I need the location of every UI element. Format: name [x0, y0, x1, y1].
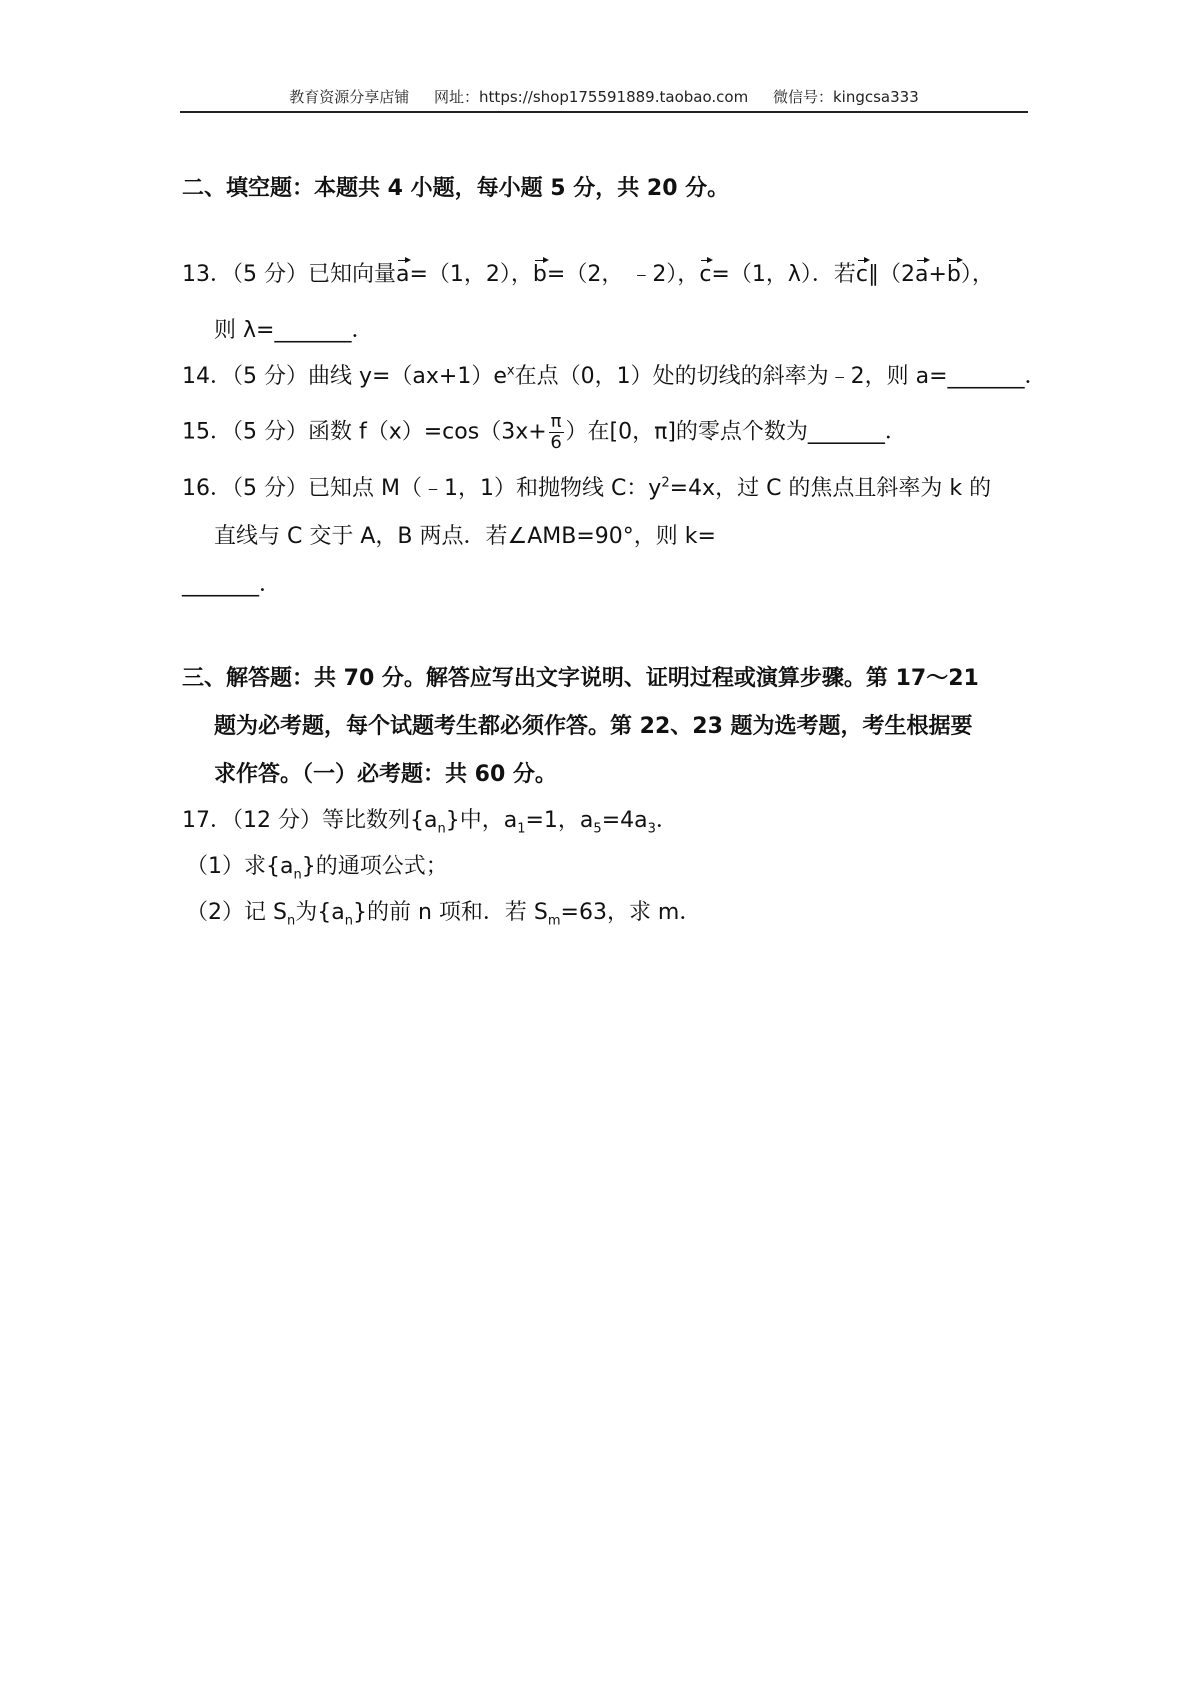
question-16-line2: 直线与 C 交于 A，B 两点．若∠AMB=90°，则 k=	[214, 524, 716, 549]
section3-title-line3: 求作答。（一）必考题：共 60 分。	[214, 762, 557, 787]
shop-name: 教育资源分享店铺	[289, 88, 410, 106]
wechat-id: 微信号：kingcsa333	[772, 88, 919, 106]
vector-c-2: c	[855, 262, 868, 287]
question-17-part2: （2）记 $S_n$为$\{a_n\}$的前 n 项和．若 $S_m=63$，求 m．	[186, 900, 702, 929]
question-15: 15．（5 分）函数 f（x）=cos（3x+ $\frac{\pi}{6}$ ）在[0，π]的零点个数为_______．	[182, 411, 907, 453]
vector-a-2: a	[914, 262, 929, 287]
question-17: 17．（12 分）等比数列$\{a_n\}$中，$a_1=1$，$a_5=4a_3$．	[182, 808, 678, 837]
section2-title: 二、填空题：本题共 4 小题，每小题 5 分，共 20 分。	[182, 176, 730, 201]
vector-b-2: b	[946, 262, 961, 287]
header-divider	[180, 111, 1028, 113]
section3-title-line2: 题为必考题，每个试题考生都必须作答。第 22、23 题为选考题，考生根据要	[214, 714, 973, 739]
question-16-line1: 16．（5 分）已知点 M（﹣1，1）和抛物线 C：$y^2=4x$，过 C 的焦点且斜率为 k 的	[182, 475, 992, 501]
section3-title-line1: 三、解答题：共 70 分。解答应写出文字说明、证明过程或演算步骤。第 17～21	[182, 666, 979, 691]
fraction-pi-over-6: $\frac{\pi}{6}$	[550, 411, 562, 453]
vector-b: b	[532, 262, 547, 287]
question-17-part1: （1）求$\{a_n\}$的通项公式；	[186, 854, 448, 883]
page-header	[180, 86, 1028, 107]
question-13-line1: 13．（5 分）已知向量a=（1，2），b=（2， ﹣2），c=（1，λ）．若c∥（2a+b），	[182, 262, 994, 287]
shop-url: 网址：https://shop175591889.taobao.com	[434, 88, 749, 106]
question-14: 14．（5 分）曲线 $y=(ax+1)e^x$在点（0，1）处的切线的斜率为﹣2，则 a=_______．	[182, 363, 1047, 389]
vector-c: c	[699, 262, 712, 287]
question-13-line2: 则 λ=_______．	[214, 318, 374, 343]
question-16-line3: _______．	[182, 572, 282, 597]
vector-a: a	[396, 262, 410, 287]
